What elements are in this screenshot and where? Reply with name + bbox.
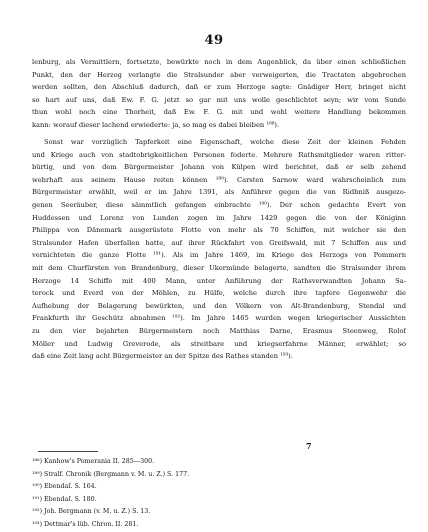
text-line: Punkt, den der Herzog verlangte die Stralsunder aber verweigerten, die Tractaten abgebrochen — [32, 70, 406, 79]
text-line: mit dem Churfürsten von Brandenburg, dieser Ukermünde belagerte, sandten die Stralsunder ihrem — [32, 263, 406, 272]
text-line: daß eine Zeit lang acht Bürgermeister an der Spitze des Rathes standen ¹⁹³). — [32, 352, 293, 361]
text-line: thun wohl noch eine Thorheit, daß Ew. F. G. mit und wohl weitere Handlung bekommen — [32, 108, 406, 117]
text-line: Möller und Ludwig Greverode, als streitbare und kriegserfahrne Männer, erwählet; so — [32, 339, 406, 348]
text-line: Sonst war vorzüglich Tapferkeit eine Eigenschaft, welche diese Zeit der kleinen Fehden — [44, 138, 406, 146]
text-line: und Kriege auch von stadtobrigkeitlichen Personen foderte. Mehrere Rathsmitglieder waren ritter- — [32, 150, 406, 159]
text-line: werden sollten, den Abschluß dadurch, daß er zum Herzoge sagte: Gnädiger Herr, bringet nicht — [32, 83, 406, 92]
text-line: wehrhaft aus seinem Hause reiten können ¹⁸⁹). Carsten Sarnow ward wahrscheinlich zum — [32, 175, 406, 184]
text-line: Frankfurth ihr Geschütz abnahmen ¹⁹²). Im Jahre 1465 wurden wegen kriegerischer Aussichten — [32, 314, 406, 323]
paragraph-2 — [32, 136, 406, 363]
signature-mark: 7 — [306, 441, 312, 451]
text-line: Philippa von Dänemark ausgerüstete Flotte von mehr als 70 Schiffen, mit welcher sie den — [32, 226, 406, 235]
footnote-item: ¹⁹²) Joh. Bergmann (v. M. u. Z.) S. 13. — [32, 508, 151, 516]
text-line: Bürgermeister erwählt, weil er im Jahre 1391, als Anführer gegen die von Ridbniß ausgezo- — [32, 188, 406, 197]
footnote-item: ¹⁹⁰) Ebendaſ. S. 164. — [32, 483, 97, 491]
footnote-divider — [38, 451, 98, 452]
page-number: 49 — [204, 33, 224, 48]
text-line: genen Seeräuber, diese sämmtlich gefangen einbrachte ¹⁹⁰). Der schon gedachte Evert von — [32, 200, 406, 209]
text-line: Herzoge 14 Schiffe mit 400 Mann, unter Anführung der Rathsverwandten Johann Sa- — [32, 276, 406, 285]
paragraph-1 — [32, 56, 406, 132]
text-line: Huddessen und Lorenz von Lunden zogen im Jahre 1429 gegen die von der Königinn — [32, 213, 406, 222]
text-line: lenburg, als Vermittlern, fortsetzte, bewürkte noch in dem Augenblick, da über einen schließlichen — [32, 58, 406, 66]
text-line: zu den vier bejahrten Bürgermeistern noch Matthias Darne, Erasmus Steenweg, Rolof — [32, 326, 406, 335]
text-line: so hart auf uns, daß Ew. F. G. jetzt so gar mit uns wolle geschlichtet seyn; wir vom Sunde — [32, 95, 406, 104]
text-line: bürtig, und von dem Bürgermeister Johann von Külpen wird berichtet, daß er selb zehend — [32, 163, 406, 172]
footnote-item: ¹⁸⁹) Stralf. Chronik (Bergmann v. M. u. Z.) S. 177. — [32, 470, 190, 478]
text-line: terock und Everd von der Möhlen, zu Hülfe, welche durch ihre tapfere Gegenwehr die — [32, 289, 406, 298]
text-line: Stralsunder Hafen überfallen hatte, auf ihrer Rückfahrt von Greifswald, mit 7 Schiffen aus und — [32, 238, 406, 247]
text-line: kann: worauf dieser lachend erwiederte: ja, so mag es dabei bleiben ¹⁸⁸). — [32, 120, 280, 129]
footnote-item: ¹⁹¹) Ebendaſ. S. 180. — [32, 495, 97, 503]
text-line: Aufhebung der Belagerung bewürkten, und den Völkern von Alt-Brandenburg, Stendal und — [32, 301, 406, 310]
footnotes — [32, 456, 332, 532]
footnote-item: ¹⁹³) Dettmar's lüb. Chron. II. 281. — [32, 520, 139, 528]
text-line: vernichteten die ganze Flotte ¹⁹¹). Als im Jahre 1469, im Kriege des Herzogs von Pommern — [32, 251, 406, 260]
footnote-item: ¹⁸⁸) Kanhow's Pomerania II. 285—300. — [32, 458, 155, 465]
